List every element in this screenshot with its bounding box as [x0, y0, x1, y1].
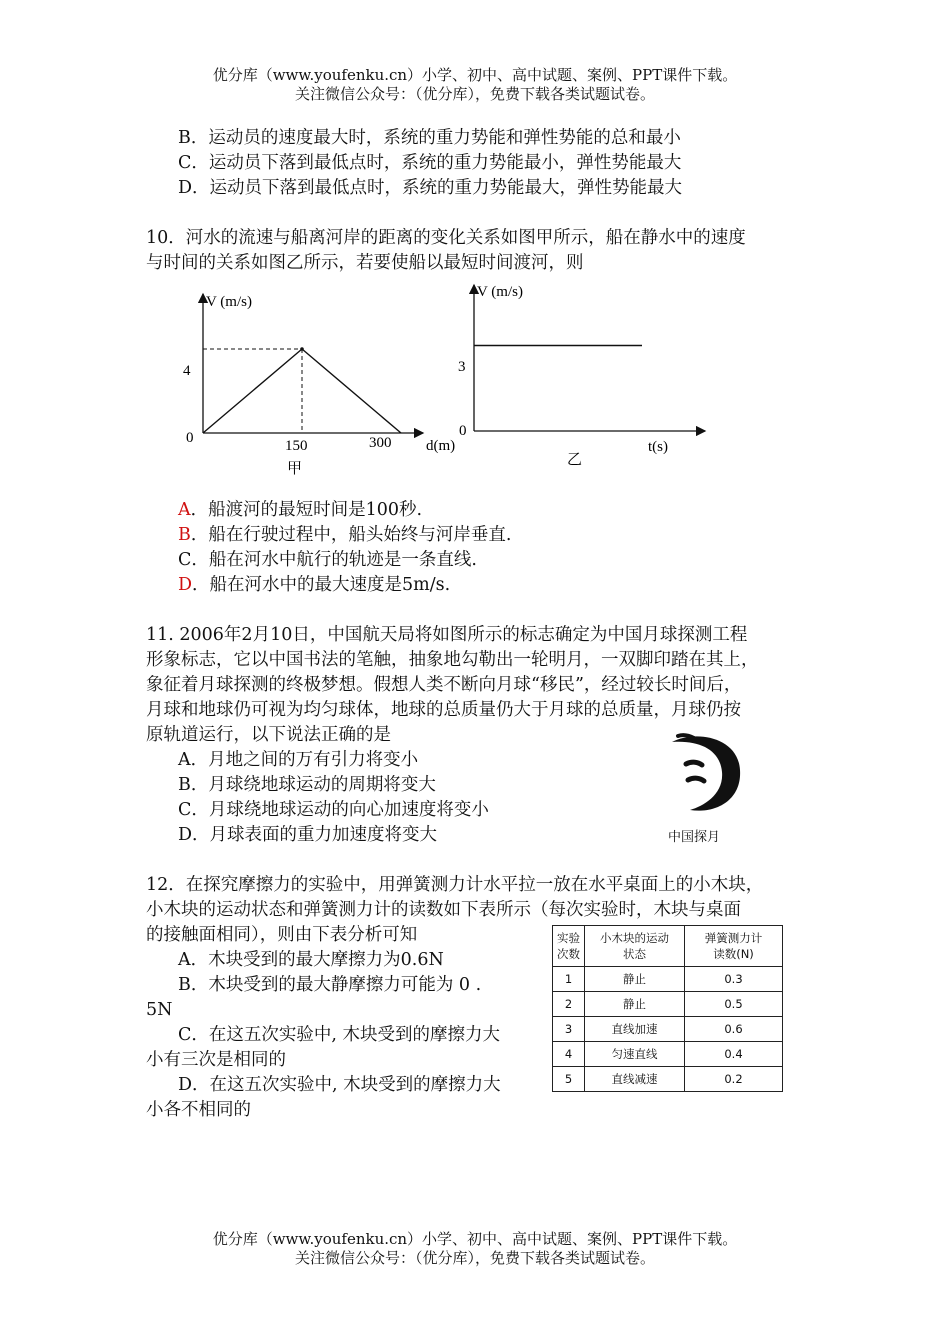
- q10-option-c: [178, 548, 477, 572]
- table-row: [553, 1067, 783, 1092]
- q10-option-b: [178, 523, 511, 547]
- jia-caption: 甲: [287, 461, 303, 477]
- table-cell: 匀速直线: [585, 1042, 685, 1067]
- table-row: [553, 992, 783, 1017]
- q9-option-c: C．运动员下落到最低点时，系统的重力势能最小，弹性势能最大: [178, 153, 682, 173]
- q12-stem-line-2: 小木块的运动状态和弹簧测力计的读数如下表所示（每次实验时，木块与桌面: [146, 900, 741, 920]
- yi-origin-label: 0: [459, 423, 467, 439]
- table-cell: 直线加速: [585, 1017, 685, 1042]
- q10-stem-line-2: 与时间的关系如图乙所示，若要使船以最短时间渡河，则: [146, 253, 584, 273]
- q11-option-b: B．月球绕地球运动的周期将变大: [178, 775, 436, 795]
- table-cell: 0.4: [685, 1042, 783, 1067]
- q11-stem-line-3: 象征着月球探测的终极梦想。假想人类不断向月球“移民”，经过较长时间后，: [146, 675, 742, 695]
- q11-option-c: C．月球绕地球运动的向心加速度将变小: [178, 800, 489, 820]
- q10-option-d-text: ．船在河水中的最大速度是5m/s.: [192, 575, 451, 595]
- table-cell: 2: [553, 992, 585, 1017]
- q11-stem-line-2: 形象标志，它以中国书法的笔触，抽象地勾勒出一轮明月，一双脚印踏在其上，: [146, 650, 759, 670]
- table-cell: 0.6: [685, 1017, 783, 1042]
- chart-yi: [450, 280, 720, 475]
- table-row: [553, 1017, 783, 1042]
- yi-y-label: V (m/s): [477, 284, 523, 300]
- table-cell: 0.2: [685, 1067, 783, 1092]
- q10-option-d-letter: D: [178, 575, 193, 595]
- q10-option-b-text: ．船在行驶过程中，船头始终与河岸垂直.: [190, 525, 512, 545]
- q10-option-a-letter: A: [178, 500, 191, 520]
- header-line-1: 优分库（www.youfenku.cn）小学、初中、高中试题、案例、PPT课件下载。: [212, 66, 738, 84]
- table-cell: 0.5: [685, 992, 783, 1017]
- q12-option-b-line-1: B．木块受到的最大静摩擦力可能为 0 .: [178, 975, 482, 995]
- q12-option-d-line-2: 小各不相同的: [146, 1100, 251, 1120]
- q12-option-c-line-2: 小有三次是相同的: [146, 1050, 286, 1070]
- q12-option-d-line-1: D．在这五次实验中, 木块受到的摩擦力大: [178, 1075, 501, 1095]
- table-row: [553, 1042, 783, 1067]
- table-cell: 1: [553, 967, 585, 992]
- jia-xtick-150: 150: [285, 438, 308, 454]
- jia-origin-label: 0: [186, 430, 194, 446]
- q12-stem-line-1: 12．在探究摩擦力的实验中，用弹簧测力计水平拉一放在水平桌面上的小木块，: [146, 875, 764, 895]
- q9-option-b: B．运动员的速度最大时，系统的重力势能和弹性势能的总和最小: [178, 128, 681, 148]
- chart-jia: [170, 280, 470, 485]
- yi-caption: 乙: [567, 452, 583, 468]
- q10-option-d: [178, 573, 450, 597]
- table-cell: 4: [553, 1042, 585, 1067]
- table-header-cell: 小木块的运动 状态: [585, 926, 685, 967]
- footer-line-1: 优分库（www.youfenku.cn）小学、初中、高中试题、案例、PPT课件下载。: [212, 1230, 738, 1248]
- table-header-cell: 实验 次数: [553, 926, 585, 967]
- yi-x-label: t(s): [648, 439, 668, 455]
- table-cell: 直线减速: [585, 1067, 685, 1092]
- friction-data-table: [552, 925, 783, 1092]
- table-header-row: [553, 926, 783, 967]
- q12-option-b-line-2: 5N: [146, 1000, 173, 1020]
- lunar-exploration-logo: [664, 728, 754, 823]
- q12-stem-line-3: 的接触面相同），则由下表分析可知: [146, 925, 418, 945]
- table-row: [553, 967, 783, 992]
- q11-stem-line-5: 原轨道运行，以下说法正确的是: [146, 725, 391, 745]
- q11-option-d: D．月球表面的重力加速度将变大: [178, 825, 438, 845]
- table-cell: 5: [553, 1067, 585, 1092]
- q10-option-c-letter: C: [178, 550, 192, 570]
- table-cell: 静止: [585, 967, 685, 992]
- table-cell: 0.3: [685, 967, 783, 992]
- table-cell: 3: [553, 1017, 585, 1042]
- q12-option-a: A．木块受到的最大摩擦力为0.6N: [178, 950, 444, 970]
- jia-ytick-4: 4: [183, 363, 191, 379]
- jia-x-label: d(m): [426, 438, 456, 454]
- q12-option-c-line-1: C．在这五次实验中, 木块受到的摩擦力大: [178, 1025, 501, 1045]
- table-cell: 静止: [585, 992, 685, 1017]
- q10-option-a-text: ．船渡河的最短时间是100秒.: [190, 500, 423, 520]
- q10-stem-line-1: 10．河水的流速与船离河岸的距离的变化关系如图甲所示，船在静水中的速度: [146, 228, 746, 248]
- q11-option-a: A．月地之间的万有引力将变小: [178, 750, 419, 770]
- q9-option-d: D．运动员下落到最低点时，系统的重力势能最大，弹性势能最大: [178, 178, 683, 198]
- yi-ytick-3: 3: [458, 359, 466, 375]
- jia-xtick-300: 300: [369, 435, 392, 451]
- q10-option-c-text: ．船在河水中航行的轨迹是一条直线.: [191, 550, 477, 570]
- logo-caption: 中国探月: [668, 830, 721, 845]
- table-header-cell: 弹簧测力计 读数(N): [685, 926, 783, 967]
- jia-y-label: V (m/s): [206, 294, 252, 310]
- footer-line-2: 关注微信公众号：（优分库），免费下载各类试题试卷。: [294, 1249, 655, 1267]
- q10-option-b-letter: B: [178, 525, 191, 545]
- header-line-2: 关注微信公众号：（优分库），免费下载各类试题试卷。: [294, 85, 655, 103]
- q10-option-a: [178, 498, 422, 522]
- q11-stem-line-1: 11. 2006年2月10日，中国航天局将如图所示的标志确定为中国月球探测工程: [146, 625, 748, 645]
- q11-stem-line-4: 月球和地球仍可视为均匀球体，地球的总质量仍大于月球的总质量，月球仍按: [146, 700, 741, 720]
